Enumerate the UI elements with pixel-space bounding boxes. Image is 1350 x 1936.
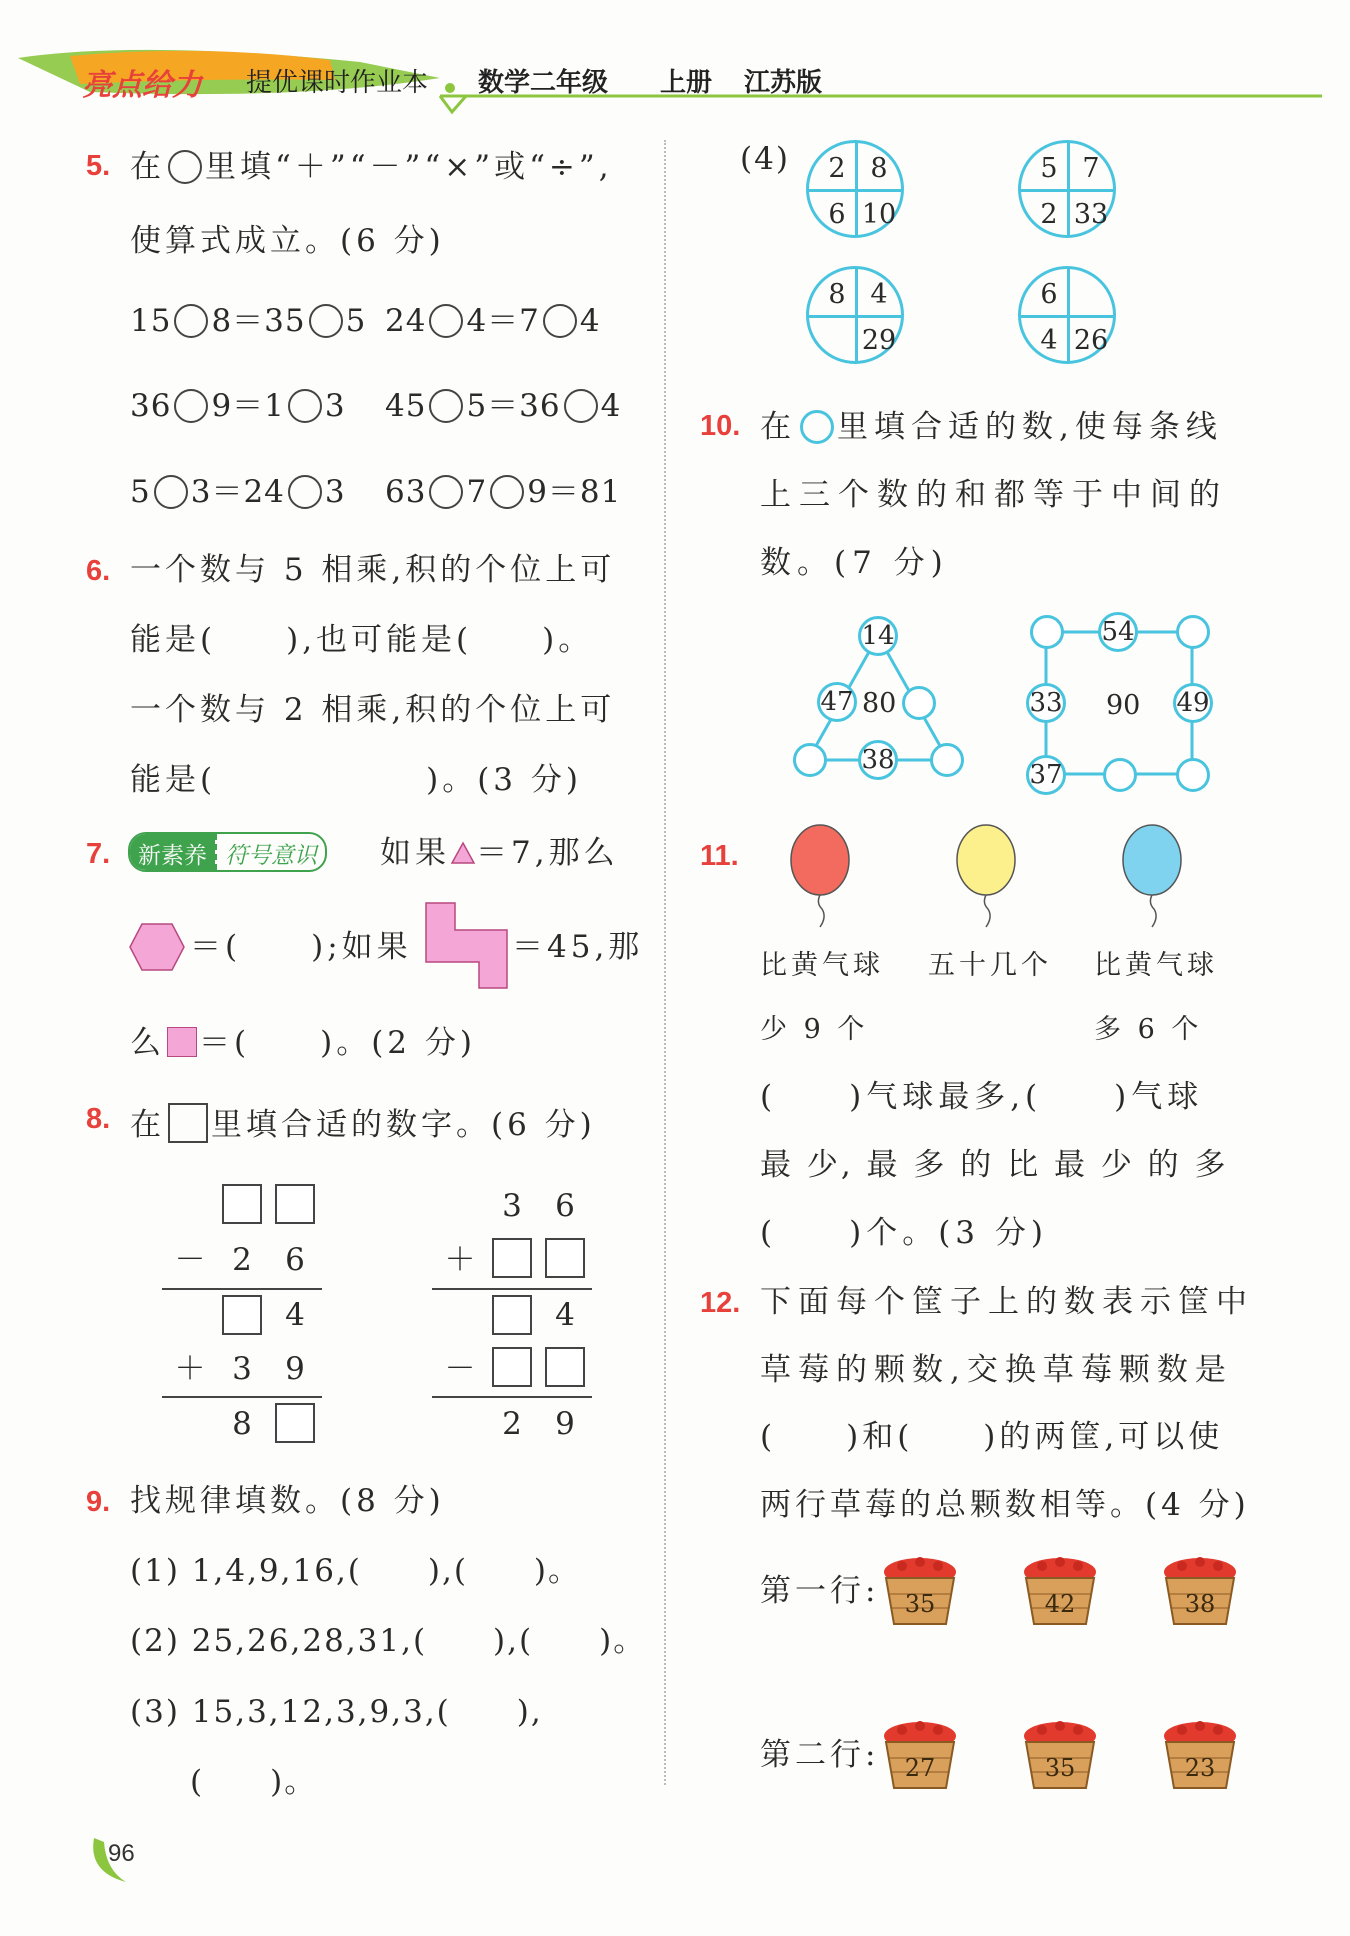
calc-rule xyxy=(432,1288,592,1290)
eq-part: 15 xyxy=(130,303,172,339)
q8-line1 xyxy=(130,1103,596,1143)
cell: 6 xyxy=(1040,279,1058,310)
digit: 9 xyxy=(555,1406,575,1442)
header-banner xyxy=(0,0,1350,120)
triangle-right-blank[interactable] xyxy=(902,686,936,720)
eq-part: 3＝24 xyxy=(190,474,285,510)
triangle-left: 47 xyxy=(817,682,857,722)
digit: 9 xyxy=(285,1351,305,1387)
yellow-balloon-icon xyxy=(957,825,1015,927)
eq-part: 63 xyxy=(385,474,427,510)
blank-circle-teal[interactable] xyxy=(800,410,834,444)
basket-icon[interactable] xyxy=(1160,1550,1240,1630)
row2-label: 第二行: xyxy=(760,1737,880,1773)
blank-circle[interactable] xyxy=(309,304,343,338)
volume-title: 上册 xyxy=(660,68,713,98)
q5-number: 5. xyxy=(86,150,111,182)
plus-sign: ＋ xyxy=(174,1351,206,1387)
q11-line2: 最 少, 最 多 的 比 最 少 的 多 xyxy=(760,1147,1229,1183)
q11-line1: ( )气球最多,( )气球 xyxy=(760,1079,1204,1115)
page-number-badge xyxy=(86,1828,156,1888)
row1-label: 第一行: xyxy=(760,1573,880,1609)
basket-count: 42 xyxy=(1044,1590,1076,1618)
basket-icon[interactable] xyxy=(1020,1550,1100,1630)
blue-balloon-icon xyxy=(1123,825,1181,927)
eq-part: 5＝36 xyxy=(466,388,561,424)
basket-row-2 xyxy=(880,1714,1260,1804)
basket-icon[interactable] xyxy=(1160,1714,1240,1794)
digit-box[interactable] xyxy=(545,1347,585,1387)
page-number: 96 xyxy=(108,1840,135,1867)
blank-circle[interactable] xyxy=(543,304,577,338)
cell: 5 xyxy=(1040,153,1058,184)
q8-line1-b: 里填合适的数字。(6 分) xyxy=(211,1107,596,1143)
q7-line1-b: ＝7,那么 xyxy=(476,835,619,871)
digit-box[interactable] xyxy=(492,1347,532,1387)
q12-line4: 两行草莓的总颗数相等。(4 分) xyxy=(760,1487,1250,1523)
square-bottom-blank[interactable] xyxy=(1103,758,1137,792)
eq-part: 45 xyxy=(385,388,427,424)
triangle-top: 14 xyxy=(858,616,898,656)
q7-number: 7. xyxy=(86,838,111,870)
cell: 26 xyxy=(1073,325,1109,356)
calc-rule xyxy=(162,1396,322,1398)
q6-number: 6. xyxy=(86,555,111,587)
digit: 2 xyxy=(232,1242,252,1278)
eq-part: 8＝35 xyxy=(211,303,306,339)
blank-circle[interactable] xyxy=(174,389,208,423)
square-left: 33 xyxy=(1026,683,1066,723)
badge-new-literacy: 新素养 xyxy=(130,834,215,870)
blank-circle[interactable] xyxy=(429,389,463,423)
q11-number: 11. xyxy=(700,840,739,872)
square-icon xyxy=(167,1027,197,1057)
digit: 3 xyxy=(502,1188,522,1224)
yellow-balloon-label: 五十几个 xyxy=(928,950,1052,981)
digit-box[interactable] xyxy=(275,1184,315,1224)
eq-part: 3 xyxy=(324,388,346,424)
blank-circle[interactable] xyxy=(168,150,202,184)
q12-number: 12. xyxy=(700,1287,741,1319)
blank-circle[interactable] xyxy=(429,475,463,509)
q7-line3-b: ＝( )。(2 分) xyxy=(199,1025,476,1061)
calc-rule xyxy=(162,1288,322,1290)
triangle-bottomleft-blank[interactable] xyxy=(793,743,827,777)
blank-circle[interactable] xyxy=(174,304,208,338)
literacy-badge xyxy=(128,832,327,872)
q6-line4: 能是( )。(3 分) xyxy=(130,762,582,798)
pattern-circle-2 xyxy=(1018,140,1116,238)
digit: 6 xyxy=(285,1242,305,1278)
cell: 10 xyxy=(861,199,897,230)
digit: 8 xyxy=(232,1406,252,1442)
blank-circle[interactable] xyxy=(288,475,322,509)
subject-title: 数学二年级 xyxy=(478,68,609,98)
q10-line1 xyxy=(760,410,1223,444)
pattern-circle-4 xyxy=(1018,266,1116,364)
eq-part: 5 xyxy=(130,474,151,510)
triangle-icon xyxy=(450,840,476,871)
q5-row1-b xyxy=(385,304,601,338)
square-bottomleft: 37 xyxy=(1026,755,1066,795)
q12-line1: 下面每个筐子上的数表示筐中 xyxy=(760,1284,1254,1320)
triangle-bottomright-blank[interactable] xyxy=(930,743,964,777)
column-divider xyxy=(664,140,666,1785)
q8-number: 8. xyxy=(86,1103,111,1135)
blank-square[interactable] xyxy=(168,1103,208,1143)
digit: 2 xyxy=(502,1406,522,1442)
cell: 29 xyxy=(861,325,897,356)
q7-line2-b: ＝45,那 xyxy=(512,929,644,965)
q9-title: 找规律填数。(8 分) xyxy=(130,1483,445,1519)
cell: 2 xyxy=(828,153,846,184)
q5-line1 xyxy=(130,150,613,184)
q7-line1 xyxy=(380,835,619,871)
q10-line2: 上三个数的和都等于中间的 xyxy=(760,477,1228,513)
red-balloon-label-2: 少 9 个 xyxy=(760,1014,869,1045)
q12-line2: 草莓的颗数,交换草莓颗数是 xyxy=(760,1352,1233,1388)
square-topleft-blank[interactable] xyxy=(1030,615,1064,649)
eq-part: 4 xyxy=(579,303,601,339)
digit: 6 xyxy=(555,1188,575,1224)
q9-part3: (3) 15,3,12,3,9,3,( ), xyxy=(130,1694,543,1730)
q6-line2: 能是( ),也可能是( )。 xyxy=(130,622,594,658)
blank-circle[interactable] xyxy=(288,389,322,423)
cell: 4 xyxy=(1040,325,1058,356)
minus-sign: － xyxy=(444,1351,476,1387)
cell: 8 xyxy=(828,279,846,310)
q7-line3 xyxy=(130,1027,476,1059)
cell: 33 xyxy=(1073,199,1109,230)
red-balloon-icon xyxy=(791,825,849,927)
edition-title: 江苏版 xyxy=(744,68,823,98)
eq-part: 4＝7 xyxy=(466,303,540,339)
digit-box[interactable] xyxy=(492,1238,532,1278)
triangle-center: 80 xyxy=(862,688,897,719)
cell: 7 xyxy=(1082,153,1100,184)
basket-count: 38 xyxy=(1184,1590,1216,1618)
basket-icon[interactable] xyxy=(880,1550,960,1630)
q10-line1-b: 里填合适的数,使每条线 xyxy=(837,409,1223,445)
q6-line1: 一个数与 5 相乘,积的个位上可 xyxy=(130,552,616,588)
square-right: 49 xyxy=(1173,683,1213,723)
digit-box[interactable] xyxy=(492,1295,532,1335)
digit-box[interactable] xyxy=(222,1184,262,1224)
badge-symbol-sense: 符号意识 xyxy=(215,834,325,870)
q12-line3: ( )和( )的两筐,可以使 xyxy=(760,1419,1224,1455)
q7-line2-a: ＝( );如果 xyxy=(190,929,412,965)
series-title: 提优课时作业本 xyxy=(246,68,429,98)
eq-part: 4 xyxy=(600,388,622,424)
square-center: 90 xyxy=(1106,690,1141,721)
q10-line3: 数。(7 分) xyxy=(760,545,949,581)
blue-balloon-label-2: 多 6 个 xyxy=(1094,1014,1203,1045)
cell: 2 xyxy=(1040,199,1058,230)
minus-sign: － xyxy=(174,1242,206,1278)
blank-circle[interactable] xyxy=(429,304,463,338)
basket-count: 35 xyxy=(1044,1754,1076,1782)
pattern-circle-1 xyxy=(806,140,904,238)
blank-circle[interactable] xyxy=(154,475,188,509)
plus-sign: ＋ xyxy=(444,1242,476,1278)
q5-row2-b xyxy=(385,389,621,423)
q9-part4: (4) xyxy=(740,141,790,177)
eq-part: 9＝1 xyxy=(211,388,285,424)
eq-part: 36 xyxy=(130,388,172,424)
eq-part: 7 xyxy=(466,474,488,510)
q5-line1-b: 里填“＋”“－”“×”或“÷”, xyxy=(205,149,613,185)
basket-count: 35 xyxy=(904,1590,936,1618)
square-bottomright-blank[interactable] xyxy=(1176,758,1210,792)
digit-box[interactable] xyxy=(275,1403,315,1443)
hexagon-icon xyxy=(128,922,186,976)
pattern-circle-3 xyxy=(806,266,904,364)
digit-box[interactable] xyxy=(545,1238,585,1278)
eq-part: 5 xyxy=(345,303,367,339)
brand-title: 亮点给力 xyxy=(82,68,202,103)
blank-circle[interactable] xyxy=(564,389,598,423)
q9-part1: (1) 1,4,9,16,( ),( )。 xyxy=(130,1553,582,1589)
digit: 4 xyxy=(555,1297,575,1333)
cell: 8 xyxy=(870,153,888,184)
blue-balloon-label: 比黄气球 xyxy=(1094,950,1218,981)
header-swoosh xyxy=(0,0,1350,120)
eq-part: 9＝81 xyxy=(527,474,622,510)
q9-number: 9. xyxy=(86,1486,111,1518)
basket-icon[interactable] xyxy=(1020,1714,1100,1794)
basket-count: 23 xyxy=(1184,1754,1216,1782)
q10-number: 10. xyxy=(700,410,741,442)
square-top: 54 xyxy=(1098,612,1138,652)
blank-circle[interactable] xyxy=(490,475,524,509)
digit: 3 xyxy=(232,1351,252,1387)
q9-part2: (2) 25,26,28,31,( ),( )。 xyxy=(130,1623,647,1659)
q5-line1-a: 在 xyxy=(130,149,165,185)
cell: 6 xyxy=(828,199,846,230)
square-topright-blank[interactable] xyxy=(1176,615,1210,649)
triangle-bottom: 38 xyxy=(858,740,898,780)
q5-row3-b xyxy=(385,475,621,509)
q10-line1-a: 在 xyxy=(760,409,797,445)
eq-part: 3 xyxy=(324,474,346,510)
calc-rule xyxy=(432,1396,592,1398)
digit-box[interactable] xyxy=(222,1295,262,1335)
eq-part: 24 xyxy=(385,303,427,339)
l-shape-icon xyxy=(425,902,509,994)
basket-row-1 xyxy=(880,1550,1260,1640)
q7-line1-a: 如果 xyxy=(380,835,450,871)
q5-row2-a xyxy=(130,389,346,423)
balloons xyxy=(780,820,1200,940)
q9-part3-cont: ( )。 xyxy=(190,1764,318,1800)
basket-icon[interactable] xyxy=(880,1714,960,1794)
q7-line3-a: 么 xyxy=(130,1025,165,1061)
q5-row3-a xyxy=(130,475,346,509)
cell: 4 xyxy=(870,279,888,310)
q5-row1-a xyxy=(130,304,366,338)
basket-count: 27 xyxy=(904,1754,936,1782)
red-balloon-label: 比黄气球 xyxy=(760,950,884,981)
q11-line3: ( )个。(3 分) xyxy=(760,1215,1048,1251)
q8-line1-a: 在 xyxy=(130,1107,165,1143)
q5-line2: 使算式成立。(6 分) xyxy=(130,223,445,259)
digit: 4 xyxy=(285,1297,305,1333)
q6-line3: 一个数与 2 相乘,积的个位上可 xyxy=(130,692,616,728)
